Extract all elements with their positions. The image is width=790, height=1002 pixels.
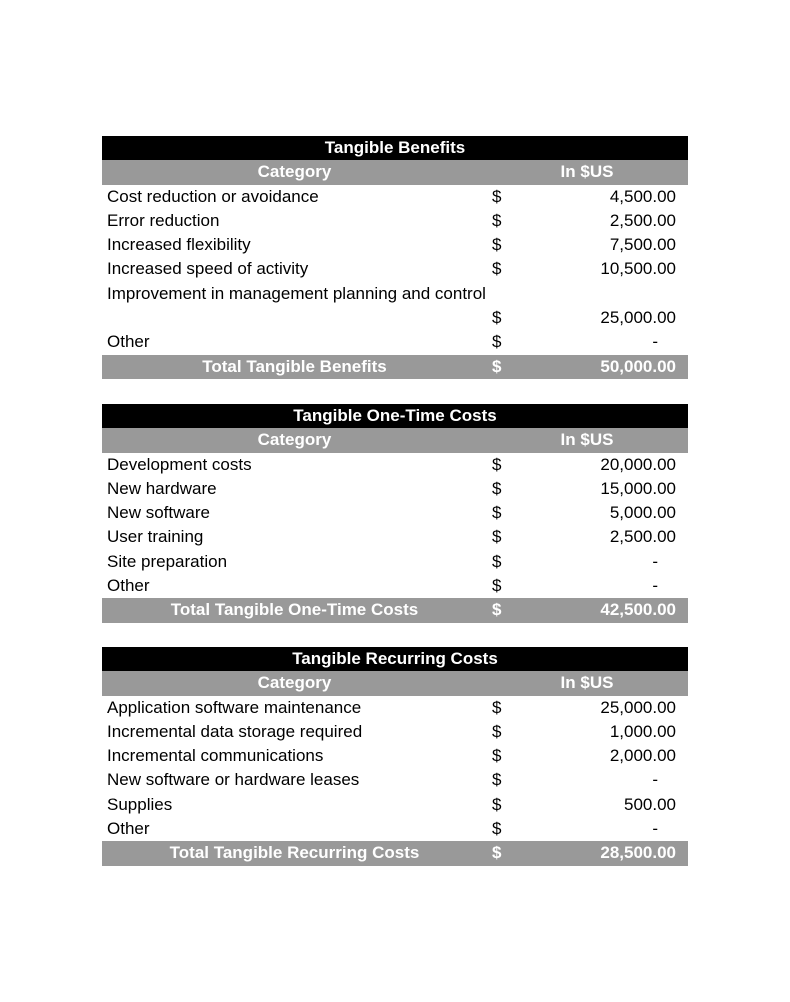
amount-header: In $US (560, 430, 614, 450)
row-category: Other (107, 576, 150, 596)
row-value: - (652, 551, 658, 571)
row-currency: $ (492, 794, 502, 814)
row-value: 25,000.00 (600, 697, 676, 717)
total-value: 42,500.00 (600, 600, 676, 620)
row-currency: $ (492, 770, 502, 790)
row-currency: $ (492, 721, 502, 741)
row-value: 2,500.00 (609, 527, 676, 547)
total-row (102, 598, 688, 622)
column-header-row (102, 671, 688, 695)
row-category: New software (107, 503, 210, 523)
row-category: Other (107, 819, 150, 839)
total-label: Total Tangible One-Time Costs (170, 600, 419, 620)
table-row (102, 330, 688, 354)
total-label: Total Tangible Recurring Costs (169, 843, 420, 863)
row-currency: $ (492, 259, 502, 279)
table-row (102, 185, 688, 209)
table-row (102, 720, 688, 744)
row-category: Improvement in management planning and control (107, 283, 486, 303)
amount-header: In $US (560, 673, 614, 693)
row-currency: $ (492, 454, 502, 474)
table-row (102, 453, 688, 477)
row-category: Error reduction (107, 210, 220, 230)
table-row (102, 574, 688, 598)
row-currency: $ (492, 332, 502, 352)
row-value: 5,000.00 (609, 503, 676, 523)
row-value: 2,500.00 (609, 210, 676, 230)
row-category: Cost reduction or avoidance (107, 186, 319, 206)
table-row (102, 233, 688, 257)
table-row (102, 817, 688, 841)
row-category: New hardware (107, 478, 217, 498)
row-category: Incremental communications (107, 746, 324, 766)
total-value: 50,000.00 (600, 356, 676, 376)
row-value: 2,000.00 (609, 746, 676, 766)
row-value: 7,500.00 (609, 235, 676, 255)
row-category: User training (107, 527, 204, 547)
table-row (102, 550, 688, 574)
total-value: 28,500.00 (600, 843, 676, 863)
tangible-recurring-costs-table (102, 647, 688, 866)
table-row (102, 768, 688, 792)
row-value: - (652, 576, 658, 596)
row-currency: $ (492, 527, 502, 547)
row-value: 10,500.00 (600, 259, 676, 279)
row-currency: $ (492, 210, 502, 230)
total-currency: $ (492, 356, 502, 376)
total-currency: $ (492, 843, 502, 863)
row-value: 25,000.00 (600, 308, 676, 328)
total-row (102, 355, 688, 379)
table-row (102, 501, 688, 525)
row-currency: $ (492, 186, 502, 206)
amount-header: In $US (560, 162, 614, 182)
row-currency: $ (492, 478, 502, 498)
row-category: Supplies (107, 794, 173, 814)
table-row (102, 477, 688, 501)
category-header: Category (257, 430, 332, 450)
table-row (102, 744, 688, 768)
table-row (102, 793, 688, 817)
row-category: New software or hardware leases (107, 770, 360, 790)
row-category: Development costs (107, 454, 252, 474)
row-currency: $ (492, 308, 502, 328)
column-header-row (102, 160, 688, 184)
table-row (102, 282, 688, 331)
row-currency: $ (492, 697, 502, 717)
total-label: Total Tangible Benefits (202, 356, 387, 376)
section-title: Tangible Benefits (102, 136, 688, 160)
row-value: - (652, 819, 658, 839)
row-value: 500.00 (624, 794, 676, 814)
row-category: Increased speed of activity (107, 259, 309, 279)
row-currency: $ (492, 576, 502, 596)
row-currency: $ (492, 551, 502, 571)
row-value: 15,000.00 (600, 478, 676, 498)
row-category: Increased flexibility (107, 235, 251, 255)
row-currency: $ (492, 819, 502, 839)
table-row (102, 696, 688, 720)
row-value: - (652, 770, 658, 790)
total-row (102, 841, 688, 865)
tangible-one-time-costs-table (102, 404, 688, 623)
table-row (102, 209, 688, 233)
row-value: 20,000.00 (600, 454, 676, 474)
section-title: Tangible One-Time Costs (102, 404, 688, 428)
row-currency: $ (492, 503, 502, 523)
row-value: 1,000.00 (609, 721, 676, 741)
row-category: Incremental data storage required (107, 721, 363, 741)
row-currency: $ (492, 746, 502, 766)
tangible-benefits-table (102, 136, 688, 379)
row-value: - (652, 332, 658, 352)
section-title: Tangible Recurring Costs (102, 647, 688, 671)
table-row (102, 257, 688, 281)
category-header: Category (257, 162, 332, 182)
table-row (102, 525, 688, 549)
row-value: 4,500.00 (609, 186, 676, 206)
category-header: Category (257, 673, 332, 693)
row-currency: $ (492, 235, 502, 255)
total-currency: $ (492, 600, 502, 620)
row-category: Other (107, 332, 150, 352)
column-header-row (102, 428, 688, 452)
row-category: Site preparation (107, 551, 228, 571)
row-category: Application software maintenance (107, 697, 362, 717)
